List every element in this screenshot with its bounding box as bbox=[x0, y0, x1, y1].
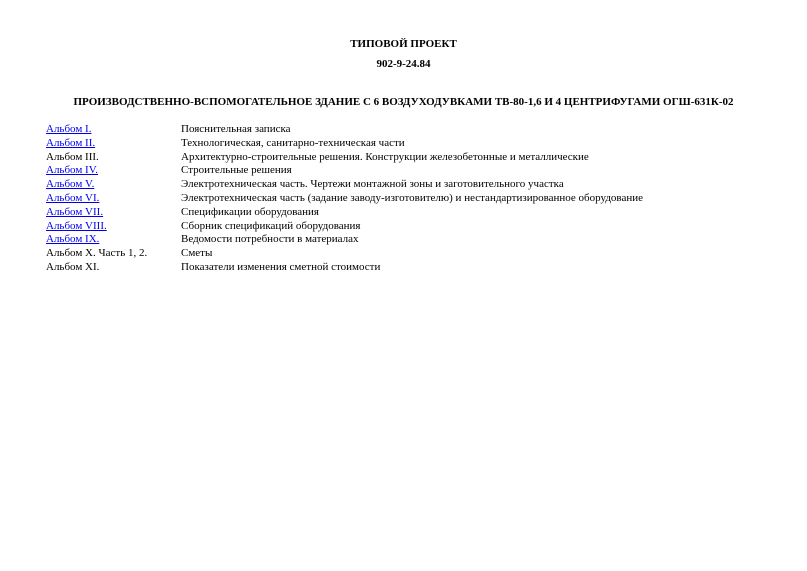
album-row bbox=[46, 164, 786, 178]
album-description: Технологическая, санитарно-техническая части bbox=[181, 136, 405, 149]
album-link[interactable]: Альбом V. bbox=[46, 178, 95, 191]
project-subject: ПРОИЗВОДСТВЕННО-ВСПОМОГАТЕЛЬНОЕ ЗДАНИЕ С 6 ВОЗДУХОДУВКАМИ ТВ-80-1,6 И 4 ЦЕНТРИФУГАМИ ОГШ-631К-02 bbox=[73, 96, 734, 108]
album-row bbox=[46, 123, 786, 137]
album-description: Электротехническая часть. Чертежи монтажной зоны и заготовительного участка bbox=[181, 178, 564, 191]
album-description: Сметы bbox=[181, 247, 213, 260]
album-description: Показатели изменения сметной стоимости bbox=[181, 260, 381, 273]
album-link[interactable]: Альбом VII. bbox=[46, 205, 104, 218]
album-description: Электротехническая часть (задание заводу-изготовителю) и нестандартизированное оборудование bbox=[181, 191, 643, 204]
album-name: Альбом X. Часть 1, 2. bbox=[46, 247, 148, 260]
album-row bbox=[46, 206, 786, 220]
album-description: Ведомости потребности в материалах bbox=[181, 233, 359, 246]
album-description: Архитектурно-строительные решения. Конструкции железобетонные и металлические bbox=[181, 150, 589, 163]
document-title: ТИПОВОЙ ПРОЕКТ bbox=[350, 38, 457, 50]
album-link[interactable]: Альбом II. bbox=[46, 136, 96, 149]
album-list bbox=[46, 123, 786, 275]
album-row bbox=[46, 247, 786, 261]
album-link[interactable]: Альбом VI. bbox=[46, 191, 100, 204]
album-row bbox=[46, 261, 786, 275]
project-number: 902-9-24.84 bbox=[376, 58, 431, 70]
album-row bbox=[46, 233, 786, 247]
album-description: Строительные решения bbox=[181, 164, 292, 177]
album-link[interactable]: Альбом I. bbox=[46, 123, 92, 135]
album-row bbox=[46, 178, 786, 192]
album-row bbox=[46, 220, 786, 234]
album-name: Альбом III. bbox=[46, 150, 99, 163]
album-row bbox=[46, 192, 786, 206]
album-row bbox=[46, 137, 786, 151]
album-link[interactable]: Альбом IX. bbox=[46, 233, 100, 246]
album-description: Спецификации оборудования bbox=[181, 205, 319, 218]
album-row bbox=[46, 151, 786, 165]
album-name: Альбом XI. bbox=[46, 260, 100, 273]
album-link[interactable]: Альбом IV. bbox=[46, 164, 98, 177]
album-link[interactable]: Альбом VIII. bbox=[46, 219, 107, 232]
album-description: Пояснительная записка bbox=[181, 123, 291, 135]
album-description: Сборник спецификаций оборудования bbox=[181, 219, 361, 232]
